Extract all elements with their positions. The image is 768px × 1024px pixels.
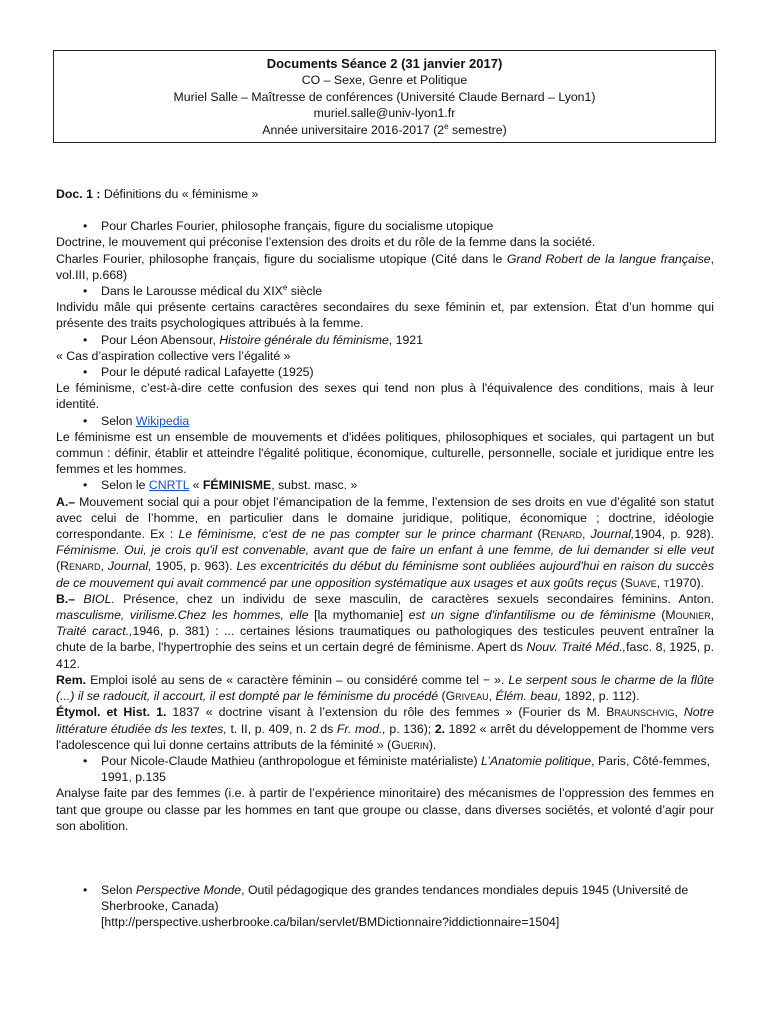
mathieu-definition: Analyse faite par des femmes (i.e. à partir de l’expérience minoritaire) des mécanismes de l’oppression des femmes en tant que groupe ou classe par les hommes en tant que groupe ou classe, dans diverses sociétés, et volonté d’agir pour son abolition. [56, 786, 714, 833]
header-box [53, 50, 716, 143]
author-line: Muriel Salle – Maîtresse de conférences (Université Claude Bernard – Lyon1) [173, 89, 596, 104]
fourier-definition: Doctrine, le mouvement qui préconise l’extension des droits et du rôle de la femme dans la société. [56, 235, 596, 250]
bullet-cnrtl: • Selon le CNRTL « FÉMINISME, subst. masc. » [56, 477, 714, 493]
bullet-lafayette: • Pour le député radical Lafayette (1925) [56, 364, 714, 380]
wikipedia-definition: Le féminisme est un ensemble de mouvements et d'idées politiques, philosophiques et sociales, qui partagent un but commun : définir, établir et atteindre l'égalité politique, économique, culturelle, personnelle, sociale et juridique entre les femmes et les hommes. [56, 429, 714, 477]
cnrtl-section-a: A.– Mouvement social qui a pour objet l’émancipation de la femme, l’extension de ses droits en vue d’égalité son statut avec celui de l’homme, en particulier dans le domaine juridique, politique, économique ; doctrine, idéologie correspondante. Ex : Le féminisme, c'est de ne pas compter sur le prince charmant (Renard, Journal,1904, p. 928). Féminisme. Oui, je crois qu'il est convenable, avant que de faire un enfant à une femme, de lui demander si elle veut (Renard, Journal, 1905, p. 963). Les excentricités du début du féminisme sont oubliées aujourd'hui en raison du succès de ce mouvement qui avait commencé par une opposition systématique aux usages et aux goûts reçus (Suave, t1970). [56, 494, 715, 590]
bullet-mathieu: • Pour Nicole-Claude Mathieu (anthropologue et féministe matérialiste) L’Anatomie politique, Paris, Côté-femmes, 1991, p.135 [56, 753, 714, 785]
cnrtl-section-b: B.– BIOL. Présence, chez un individu de sexe masculin, de caractères sexuels secondaires féminins. Anton. masculisme, virilisme.Chez les hommes, elle [la mythomanie] est un signe d'infantilisme ou de féminisme (Mounier, Traité caract.,1946, p. 381) : ... certaines lésions traumatiques ou pathologiques des testicules peuvent entraîner la chute de la barbe, l'hypertrophie des seins et un certain degré de féminisme. Apert ds Nouv. Traité Méd.,fasc. 8, 1925, p. 412. [56, 591, 715, 671]
abensour-quote: « Cas d’aspiration collective vers l’égalité » [56, 348, 291, 363]
bullet-fourier: • Pour Charles Fourier, philosophe français, figure du socialisme utopique [56, 218, 714, 234]
larousse-definition: Individu mâle qui présente certains caractères secondaires du sexe féminin et, par extension. État d’un homme qui présente des traits psychologiques attribués à la femme. [56, 300, 714, 331]
bullet-larousse: • Dans le Larousse médical du XIXe siècle [56, 283, 714, 299]
wikipedia-link[interactable]: Wikipedia [135, 413, 190, 428]
bullet-perspective-monde: • Selon Perspective Monde, Outil pédagogique des grandes tendances mondiales depuis 1945 (Université de Sherbrooke, Canada) [http://perspective.usherbrooke.ca/bilan/servlet/BMDictionnaire?iddictionnaire=1504] [56, 882, 714, 931]
document-title: Documents Séance 2 (31 janvier 2017) [266, 56, 503, 71]
perspective-monde-url: [http://perspective.usherbrooke.ca/bilan/servlet/BMDictionnaire?iddictionnaire=1504] [101, 915, 560, 930]
cnrtl-link[interactable]: CNRTL [148, 478, 190, 493]
lafayette-definition: Le féminisme, c’est-à-dire cette confusion des sexes qui tend non plus à l'équivalence des conditions, mais à leur identité. [56, 381, 714, 412]
bullet-wikipedia: • Selon Wikipedia [56, 413, 714, 429]
doc-heading [56, 186, 714, 202]
fourier-citation: Charles Fourier, philosophe français, figure du socialisme utopique (Cité dans le Grand Robert de la langue française, vol.III, p.668) [56, 251, 714, 282]
doc-title: Définitions du « féminisme » [100, 187, 259, 201]
academic-year: Année universitaire 2016-2017 (2e semestre) [262, 121, 507, 137]
document-body [56, 186, 714, 931]
cnrtl-remark: Rem. Emploi isolé au sens de « caractère féminin – ou considéré comme tel − ». Le serpent sous le charme de la flûte (...) il se radoucit, il accourt, il est dompté par le féminisme du procédé (Griveau, Élém. beau, 1892, p. 112). [56, 672, 714, 704]
course-name: CO – Sexe, Genre et Politique [301, 73, 468, 88]
author-email: muriel.salle@univ-lyon1.fr [313, 106, 456, 121]
bullet-abensour: • Pour Léon Abensour, Histoire générale du féminisme, 1921 [56, 332, 714, 348]
cnrtl-etymology: Étymol. et Hist. 1. 1837 « doctrine visant à l’extension du rôle des femmes » (Fourier ds M. Braunschvig, Notre littérature étudiée ds les textes, t. II, p. 409, n. 2 ds Fr. mod., p. 136); 2. 1892 « arrêt du développement de l'homme vers l'adolescence qui lui donne certains attributs de la féminité » (Guerin). [56, 705, 714, 752]
doc-label: Doc. 1 : [56, 187, 101, 201]
